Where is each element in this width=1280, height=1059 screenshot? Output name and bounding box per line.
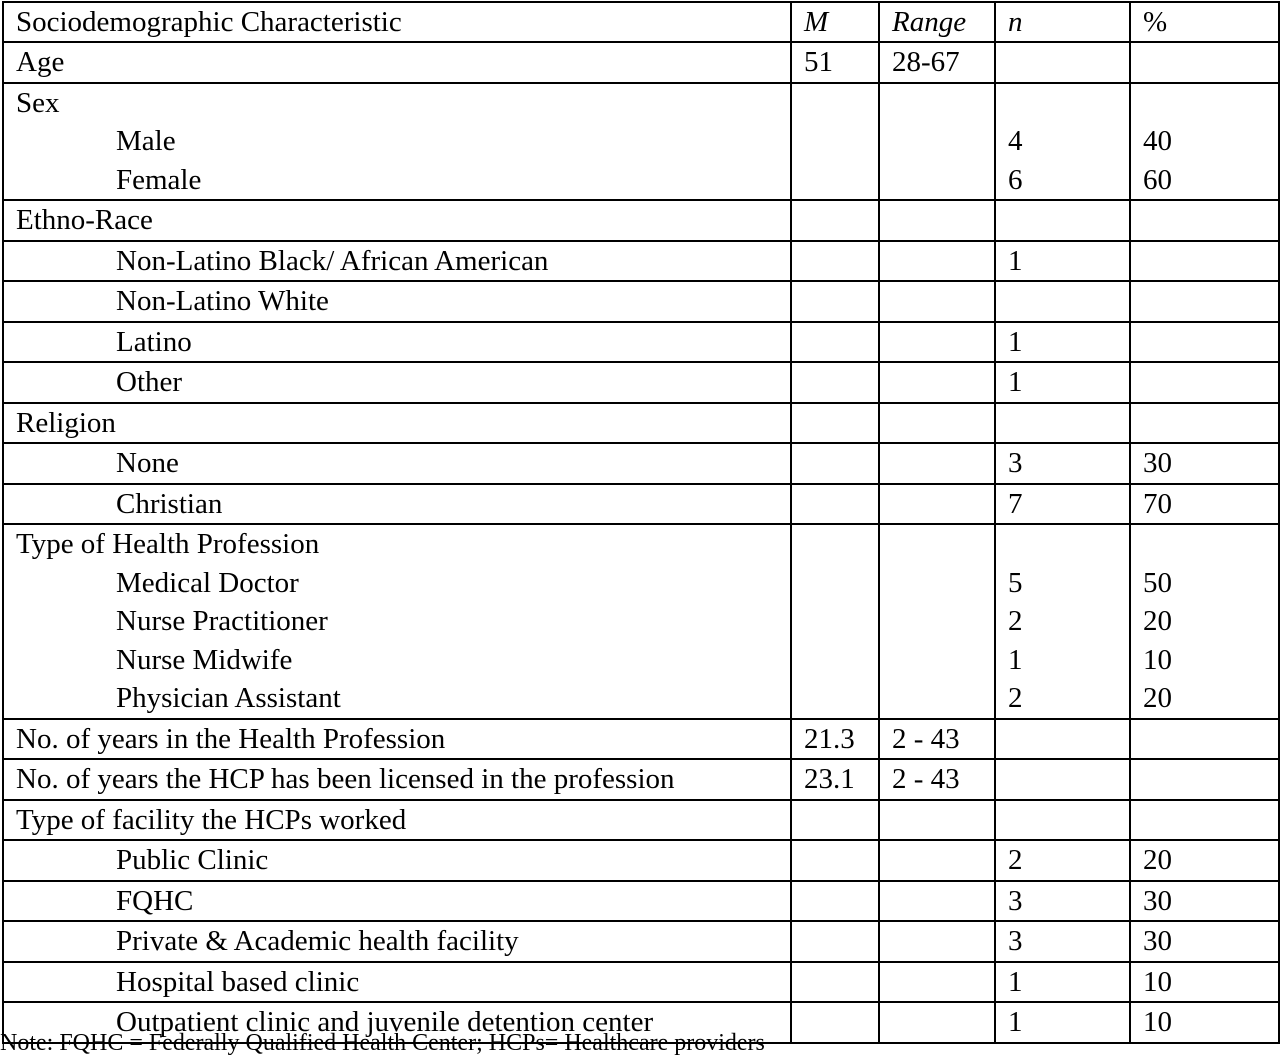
cell-value: [1143, 363, 1278, 402]
characteristic-cell: [3, 200, 791, 241]
n-cell: [995, 1002, 1130, 1043]
mean-cell: [791, 443, 879, 484]
table-row: [3, 241, 1279, 282]
cell-value: 3: [1008, 884, 1023, 917]
cell-value: [1143, 242, 1278, 281]
row-label: Type of facility the HCPs worked: [16, 803, 407, 836]
row-label: Ethno-Race: [16, 204, 153, 236]
header-mean: M: [791, 2, 879, 42]
cell-value: [892, 444, 994, 483]
range-cell: [879, 362, 995, 403]
cell-value: 30: [1143, 884, 1172, 917]
characteristic-cell: [3, 484, 791, 525]
cell-value: [892, 602, 994, 641]
row-label: Hospital based clinic: [116, 965, 360, 998]
percent-cell: [1130, 1002, 1279, 1043]
row-label: Latino: [116, 325, 192, 358]
table-row: [3, 719, 1279, 760]
percent-cell: [1130, 241, 1279, 282]
mean-cell: [791, 241, 879, 282]
cell-value: [1143, 525, 1278, 564]
cell-value: [804, 841, 878, 880]
cell-value: [804, 922, 878, 961]
cell-value: [804, 201, 878, 240]
n-cell: [995, 362, 1130, 403]
cell-value: 70: [1143, 487, 1172, 520]
range-cell: [879, 200, 995, 241]
cell-value: [892, 485, 994, 524]
cell-value: [1008, 282, 1129, 321]
cell-value: [1008, 404, 1129, 443]
characteristic-cell: [3, 443, 791, 484]
cell-value: [892, 242, 994, 281]
cell-value: 10: [1143, 643, 1172, 676]
range-cell: [879, 83, 995, 201]
cell-value: 28-67: [892, 46, 960, 78]
n-cell: [995, 881, 1130, 922]
sociodemographic-table: [2, 1, 1280, 1044]
cell-value: [892, 404, 994, 443]
cell-value: [1143, 84, 1278, 123]
characteristic-cell: [3, 881, 791, 922]
table-row: [3, 759, 1279, 800]
n-cell: [995, 484, 1130, 525]
cell-value: 1: [1008, 325, 1023, 358]
characteristic-cell: [3, 322, 791, 363]
cell-value: [892, 841, 994, 880]
range-cell: [879, 1002, 995, 1043]
percent-cell: [1130, 962, 1279, 1003]
n-cell: [995, 921, 1130, 962]
cell-value: 1: [1008, 244, 1023, 277]
cell-value: 6: [1008, 163, 1023, 196]
mean-cell: [791, 759, 879, 800]
cell-value: 20: [1143, 682, 1172, 714]
cell-value: [804, 525, 878, 564]
range-cell: [879, 322, 995, 363]
cell-value: 21.3: [804, 722, 855, 755]
percent-cell: [1130, 83, 1279, 201]
n-cell: [995, 241, 1130, 282]
cell-value: [892, 963, 994, 1002]
cell-value: 1: [1008, 965, 1023, 998]
table-body: [3, 42, 1279, 1043]
table-row: [3, 403, 1279, 444]
cell-value: [892, 922, 994, 961]
row-label: Non-Latino Black/ African American: [116, 244, 549, 277]
cell-value: [804, 242, 878, 281]
mean-cell: [791, 719, 879, 760]
cell-value: 2 - 43: [892, 722, 960, 755]
cell-value: [804, 963, 878, 1002]
cell-value: 4: [1008, 125, 1023, 157]
percent-cell: [1130, 524, 1279, 719]
row-label: Male: [116, 125, 176, 157]
cell-value: [892, 201, 994, 240]
cell-value: [804, 641, 878, 680]
range-cell: [879, 840, 995, 881]
table-row: [3, 200, 1279, 241]
mean-cell: [791, 362, 879, 403]
table-row: [3, 322, 1279, 363]
cell-value: 10: [1143, 1006, 1172, 1038]
mean-cell: [791, 1002, 879, 1043]
header-characteristic: Sociodemographic Characteristic: [3, 2, 791, 42]
row-label: Outpatient clinic and juvenile detention center: [116, 1006, 654, 1038]
characteristic-cell: [3, 921, 791, 962]
n-cell: [995, 281, 1130, 322]
range-cell: [879, 719, 995, 760]
percent-cell: [1130, 719, 1279, 760]
cell-value: [892, 363, 994, 402]
cell-value: [892, 564, 994, 603]
table-note: Note: FQHC = Federally Qualified Health Center; HCPs= Healthcare providers: [0, 1030, 765, 1056]
mean-cell: [791, 840, 879, 881]
cell-value: [804, 161, 878, 200]
percent-cell: [1130, 322, 1279, 363]
characteristic-cell: [3, 759, 791, 800]
cell-value: 30: [1143, 447, 1172, 479]
mean-cell: [791, 322, 879, 363]
cell-value: [804, 564, 878, 603]
characteristic-cell: [3, 800, 791, 841]
cell-value: [1008, 43, 1129, 82]
cell-value: 2: [1008, 844, 1023, 876]
mean-cell: [791, 881, 879, 922]
range-cell: [879, 42, 995, 83]
row-label: Non-Latino White: [116, 285, 329, 317]
percent-cell: [1130, 840, 1279, 881]
cell-value: [804, 882, 878, 921]
cell-value: [1008, 201, 1129, 240]
cell-value: 7: [1008, 487, 1023, 520]
range-cell: [879, 921, 995, 962]
percent-cell: [1130, 921, 1279, 962]
row-label: Medical Doctor: [116, 566, 299, 599]
cell-value: [892, 84, 994, 123]
cell-value: [804, 84, 878, 123]
cell-value: [804, 485, 878, 524]
cell-value: [804, 323, 878, 362]
row-label: No. of years in the Health Profession: [16, 722, 446, 755]
cell-value: 2 - 43: [892, 763, 960, 795]
header-range: Range: [879, 2, 995, 42]
cell-value: [1008, 525, 1129, 564]
n-cell: [995, 200, 1130, 241]
characteristic-cell: [3, 962, 791, 1003]
cell-value: 1: [1008, 1006, 1023, 1038]
percent-cell: [1130, 42, 1279, 83]
characteristic-cell: [3, 719, 791, 760]
range-cell: [879, 524, 995, 719]
cell-value: [1143, 404, 1278, 443]
percent-cell: [1130, 800, 1279, 841]
mean-cell: [791, 524, 879, 719]
row-label: None: [116, 447, 179, 479]
cell-value: [1008, 84, 1129, 123]
cell-value: [892, 801, 994, 840]
characteristic-cell: [3, 42, 791, 83]
characteristic-cell: [3, 281, 791, 322]
n-cell: [995, 322, 1130, 363]
row-label: Sex: [16, 86, 60, 119]
table-row: [3, 840, 1279, 881]
cell-value: 3: [1008, 447, 1023, 479]
table-row: [3, 800, 1279, 841]
percent-cell: [1130, 362, 1279, 403]
cell-value: [892, 161, 994, 200]
cell-value: [804, 404, 878, 443]
range-cell: [879, 241, 995, 282]
mean-cell: [791, 281, 879, 322]
row-label: Religion: [16, 406, 116, 439]
row-label: Age: [16, 46, 65, 78]
cell-value: 50: [1143, 566, 1172, 599]
range-cell: [879, 881, 995, 922]
cell-value: 1: [1008, 643, 1023, 676]
mean-cell: [791, 800, 879, 841]
row-label: Christian: [116, 487, 223, 520]
cell-value: 5: [1008, 566, 1023, 599]
row-label: Other: [116, 366, 183, 398]
cell-value: [804, 602, 878, 641]
row-label: Female: [116, 163, 202, 196]
row-label: Public Clinic: [116, 844, 269, 876]
table-row: [3, 362, 1279, 403]
mean-cell: [791, 200, 879, 241]
n-cell: [995, 962, 1130, 1003]
cell-value: 20: [1143, 844, 1172, 876]
cell-value: [892, 1003, 994, 1042]
table-row: [3, 281, 1279, 322]
cell-value: 2: [1008, 682, 1023, 714]
characteristic-cell: [3, 403, 791, 444]
cell-value: 20: [1143, 605, 1172, 637]
table-row: [3, 83, 1279, 201]
range-cell: [879, 759, 995, 800]
cell-value: [892, 323, 994, 362]
row-label: Nurse Midwife: [116, 643, 293, 676]
cell-value: [892, 525, 994, 564]
cell-value: [1008, 801, 1129, 840]
cell-value: [1143, 282, 1278, 321]
row-label: Nurse Practitioner: [116, 605, 328, 637]
cell-value: [804, 363, 878, 402]
range-cell: [879, 403, 995, 444]
characteristic-cell: [3, 840, 791, 881]
mean-cell: [791, 962, 879, 1003]
cell-value: [804, 679, 878, 718]
cell-value: [1143, 720, 1278, 759]
cell-value: [892, 282, 994, 321]
row-label: Private & Academic health facility: [116, 925, 519, 957]
percent-cell: [1130, 484, 1279, 525]
cell-value: [892, 122, 994, 161]
range-cell: [879, 800, 995, 841]
cell-value: [1143, 201, 1278, 240]
row-label: Type of Health Profession: [16, 528, 320, 560]
n-cell: [995, 443, 1130, 484]
percent-cell: [1130, 403, 1279, 444]
mean-cell: [791, 403, 879, 444]
range-cell: [879, 443, 995, 484]
table-row: [3, 962, 1279, 1003]
range-cell: [879, 484, 995, 525]
cell-value: 2: [1008, 605, 1023, 637]
cell-value: 40: [1143, 125, 1172, 157]
cell-value: [892, 679, 994, 718]
cell-value: [1008, 760, 1129, 799]
cell-value: 51: [804, 46, 833, 78]
characteristic-cell: [3, 362, 791, 403]
cell-value: [804, 801, 878, 840]
percent-cell: [1130, 881, 1279, 922]
header-n: n: [995, 2, 1130, 42]
range-cell: [879, 962, 995, 1003]
cell-value: [892, 882, 994, 921]
table-row: [3, 484, 1279, 525]
row-label: FQHC: [116, 884, 194, 917]
cell-value: 23.1: [804, 763, 855, 795]
cell-value: [804, 1003, 878, 1042]
percent-cell: [1130, 200, 1279, 241]
n-cell: [995, 759, 1130, 800]
table-row: [3, 42, 1279, 83]
cell-value: 10: [1143, 965, 1172, 998]
mean-cell: [791, 42, 879, 83]
cell-value: [804, 122, 878, 161]
characteristic-cell: [3, 524, 791, 719]
n-cell: [995, 403, 1130, 444]
cell-value: 3: [1008, 925, 1023, 957]
n-cell: [995, 83, 1130, 201]
characteristic-cell: [3, 83, 791, 201]
n-cell: [995, 719, 1130, 760]
header-row: [3, 2, 1279, 42]
table-row: [3, 881, 1279, 922]
percent-cell: [1130, 759, 1279, 800]
cell-value: [1143, 801, 1278, 840]
mean-cell: [791, 921, 879, 962]
row-label: No. of years the HCP has been licensed in the profession: [16, 763, 675, 795]
cell-value: 30: [1143, 925, 1172, 957]
table-row: [3, 921, 1279, 962]
percent-cell: [1130, 281, 1279, 322]
percent-cell: [1130, 443, 1279, 484]
cell-value: [892, 641, 994, 680]
characteristic-cell: [3, 241, 791, 282]
cell-value: 60: [1143, 163, 1172, 196]
mean-cell: [791, 83, 879, 201]
cell-value: [804, 444, 878, 483]
cell-value: 1: [1008, 366, 1023, 398]
n-cell: [995, 524, 1130, 719]
table-row: [3, 443, 1279, 484]
header-percent: %: [1130, 2, 1279, 42]
row-label: Physician Assistant: [116, 682, 341, 714]
cell-value: [804, 282, 878, 321]
cell-value: [1143, 760, 1278, 799]
mean-cell: [791, 484, 879, 525]
cell-value: [1143, 323, 1278, 362]
range-cell: [879, 281, 995, 322]
n-cell: [995, 840, 1130, 881]
cell-value: [1008, 720, 1129, 759]
n-cell: [995, 42, 1130, 83]
n-cell: [995, 800, 1130, 841]
cell-value: [1143, 43, 1278, 82]
table-row: [3, 524, 1279, 719]
